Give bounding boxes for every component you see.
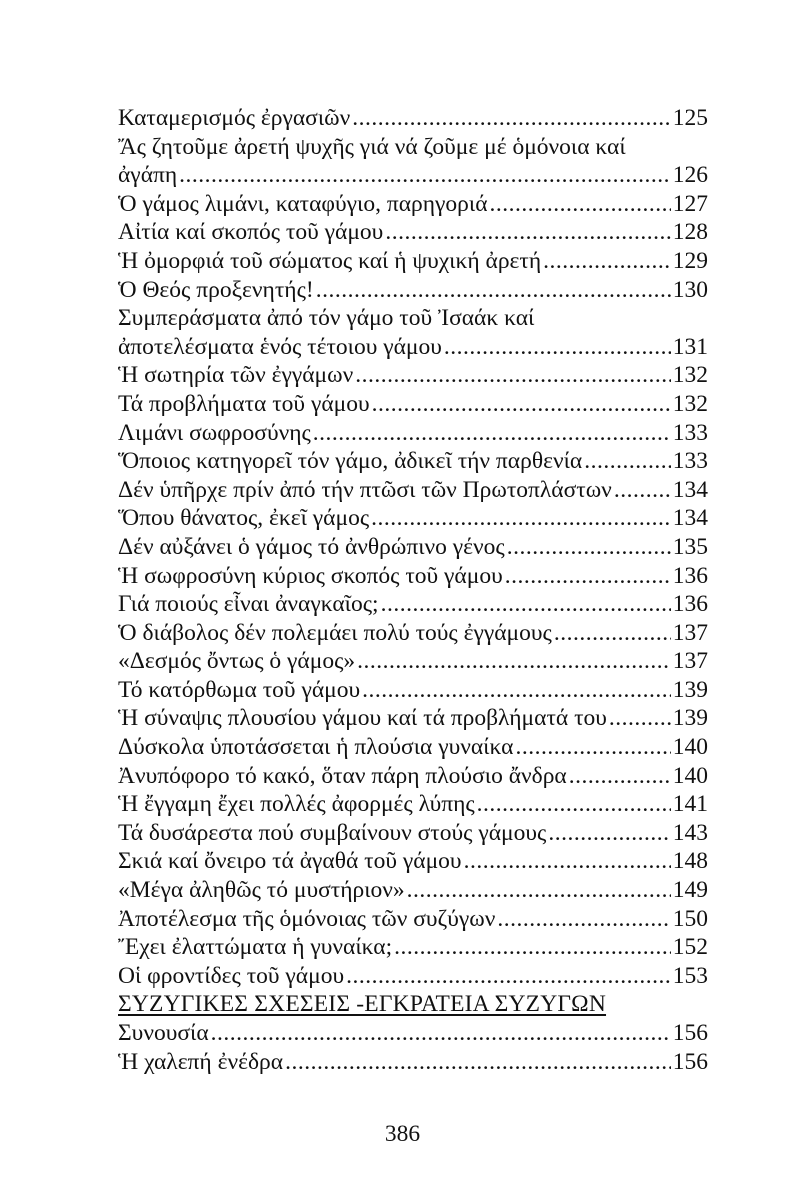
toc-entry-title: Καταμερισμός ἐργασιῶν [118, 105, 351, 131]
toc-entry-title: Ἀποτέλεσμα τῆς ὁμόνοιας τῶν συζύγων [118, 905, 496, 932]
toc-entry-title: Ἄς ζητοῦμε ἀρετή ψυχῆς γιά νά ζοῦμε μέ ὁμόνοια καί [118, 133, 626, 160]
dot-leader [394, 933, 671, 962]
toc-entry-title: Συνουσία [118, 1020, 209, 1046]
toc-page-number: 127 [672, 190, 708, 217]
toc-entry [118, 562, 708, 591]
toc-entry-title: Ἡ σωφροσύνη κύριος σκοπός τοῦ γάμου [118, 562, 503, 589]
toc-entry [118, 647, 708, 676]
toc-entry-title: «Δεσμός ὄντως ὁ γάμος» [118, 648, 356, 675]
toc-entry-title: Ὁ Θεός προξενητής! [118, 276, 314, 303]
toc-page-number: 134 [672, 505, 708, 532]
dot-leader [381, 590, 671, 619]
dot-leader [507, 533, 671, 562]
toc-entry [118, 333, 708, 362]
toc-page-number: 137 [672, 619, 708, 646]
toc-page-number: 136 [672, 591, 708, 618]
toc-entry [118, 619, 708, 648]
section-heading [118, 990, 708, 1019]
toc-page-number: 156 [672, 1048, 708, 1075]
toc-entry [118, 247, 708, 276]
dot-leader [548, 819, 670, 848]
toc-entry [118, 819, 708, 848]
toc-entry [118, 962, 708, 991]
toc-entry-title: Δύσκολα ὑποτάσσεται ἡ πλούσια γυναίκα [118, 734, 514, 761]
toc-page-number: 140 [672, 734, 708, 761]
toc-entry [118, 447, 708, 476]
toc-entry [118, 361, 708, 390]
toc-entry-title: Τά προβλήματα τοῦ γάμου [118, 390, 370, 417]
toc-entry [118, 762, 708, 791]
toc-entry [118, 419, 708, 448]
dot-leader [355, 361, 671, 390]
toc-entry-title: ἀγάπη [118, 162, 178, 189]
toc-page-number: 137 [672, 648, 708, 675]
toc-entry [118, 590, 708, 619]
toc-entry [118, 676, 708, 705]
dot-leader [490, 190, 671, 219]
toc-entry-title: Τό κατόρθωμα τοῦ γάμου [118, 676, 361, 703]
toc-page-number: 141 [672, 791, 708, 818]
toc-entry [118, 876, 708, 905]
toc-page-number: 143 [672, 819, 708, 846]
dot-leader [584, 447, 671, 476]
toc-entry-title: Ἡ σωτηρία τῶν ἐγγάμων [118, 362, 354, 389]
toc-page-number: 152 [672, 934, 708, 961]
toc-entry-title: Γιά ποιούς εἶναι ἀναγκαῖος; [118, 591, 379, 618]
dot-leader [543, 247, 671, 276]
dot-leader [179, 161, 671, 190]
toc-page-number: 136 [672, 562, 708, 589]
dot-leader [444, 333, 671, 362]
toc-entry [118, 933, 708, 962]
dot-leader [357, 647, 671, 676]
toc-page-number: 153 [672, 962, 708, 989]
toc-entry [118, 476, 708, 505]
toc-page-number: 126 [672, 162, 708, 189]
toc-entry-title: Ἡ ὀμορφιά τοῦ σώματος καί ἡ ψυχική ἀρετή [118, 247, 542, 274]
toc-page-number: 132 [672, 362, 708, 389]
dot-leader [505, 562, 671, 591]
toc-entry-title: Συμπεράσματα ἀπό τόν γάμο τοῦ Ἰσαάκ καί [118, 305, 535, 332]
toc-entry-title: ἀποτελέσματα ἑνός τέτοιου γάμου [118, 333, 442, 360]
toc-page-number: 140 [672, 762, 708, 789]
toc-entry-title: Ἡ ἔγγαμη ἔχει πολλές ἀφορμές λύπης [118, 791, 475, 818]
toc-entry [118, 533, 708, 562]
toc-entry-title: Ἡ χαλεπή ἐνέδρα [118, 1048, 284, 1075]
toc-entry-title: Σκιά καί ὄνειρο τά ἀγαθά τοῦ γάμου [118, 848, 462, 875]
toc-entry [118, 847, 708, 876]
toc-entry [118, 390, 708, 419]
toc-entry-title: Τά δυσάρεστα πού συμβαίνουν στούς γάμους [118, 819, 547, 846]
toc-page-number: 156 [672, 1020, 708, 1046]
toc-entry [118, 504, 708, 533]
toc-entry [118, 218, 708, 247]
dot-leader [464, 847, 671, 876]
toc-page-number: 130 [672, 276, 708, 303]
toc-entry-title: Δέν ὑπῆρχε πρίν ἀπό τήν πτῶσι τῶν Πρωτοπλάστων [118, 476, 612, 503]
toc-entry-title: Ὁ διάβολος δέν πολεμάει πολύ τούς ἐγγάμους [118, 619, 552, 646]
toc-entry [118, 190, 708, 219]
toc-page-number: 134 [672, 476, 708, 503]
toc-entry [118, 790, 708, 819]
toc-page-number: 133 [672, 448, 708, 475]
toc-entry-title: Ἀνυπόφορο τό κακό, ὅταν πάρη πλούσιο ἄνδρα [118, 762, 567, 789]
dot-leader [362, 676, 671, 705]
page-number: 386 [384, 1121, 421, 1147]
dot-leader [316, 276, 671, 305]
toc-page-number: 129 [672, 247, 708, 274]
dot-leader [313, 419, 671, 448]
toc-entry-title: Ὅποιος κατηγορεῖ τόν γάμο, ἀδικεῖ τήν παρθενία [118, 448, 583, 475]
toc-page-number: 125 [672, 105, 708, 131]
dot-leader [346, 962, 671, 991]
dot-leader [609, 704, 671, 733]
toc-page-number: 148 [672, 848, 708, 875]
dot-leader [515, 733, 670, 762]
toc-entry-title: Ἔχει ἐλαττώματα ἡ γυναίκα; [118, 934, 393, 961]
toc-entry [118, 1048, 708, 1077]
toc-entry-title: Λιμάνι σωφροσύνης [118, 419, 311, 446]
toc-entry [118, 161, 708, 190]
toc-entry [118, 304, 708, 333]
toc-entry-title: Ὁ γάμος λιμάνι, καταφύγιο, παρηγοριά [118, 190, 488, 217]
dot-leader [372, 390, 671, 419]
dot-leader [352, 104, 670, 133]
dot-leader [477, 790, 671, 819]
toc-page-number: 139 [672, 705, 708, 732]
toc-entry [118, 733, 708, 762]
toc-entry [118, 704, 708, 733]
dot-leader [614, 476, 671, 505]
dot-leader [554, 619, 671, 648]
toc-entry [118, 104, 708, 133]
toc-entry [118, 276, 708, 305]
section-heading-title: ΣΥΖΥΓΙΚΕΣ ΣΧΕΣΕΙΣ -ΕΓΚΡΑΤΕΙΑ ΣΥΖΥΓΩΝ [118, 991, 607, 1018]
toc-page-number: 139 [672, 676, 708, 703]
toc-entry-title: Ἡ σύναψις πλουσίου γάμου καί τά προβλήματά του [118, 705, 607, 732]
dot-leader [407, 876, 671, 905]
toc-page-number: 149 [672, 877, 708, 904]
dot-leader [285, 1048, 671, 1077]
toc-entry-title: «Μέγα ἀληθῶς τό μυστήριον» [118, 877, 405, 904]
toc-entry-title: Οἱ φροντίδες τοῦ γάμου [118, 962, 345, 989]
toc-page-number: 135 [672, 533, 708, 560]
dot-leader [211, 1019, 671, 1048]
toc-entry-title: Αἰτία καί σκοπός τοῦ γάμου [118, 219, 384, 246]
dot-leader [385, 218, 670, 247]
toc-entry-title: Ὅπου θάνατος, ἐκεῖ γάμος [118, 505, 370, 532]
dot-leader [569, 762, 671, 791]
toc-entry [118, 905, 708, 934]
toc-page-number: 128 [672, 219, 708, 246]
toc-page-number: 131 [672, 333, 708, 360]
dot-leader [371, 504, 671, 533]
table-of-contents [118, 104, 708, 1076]
toc-page-number: 132 [672, 390, 708, 417]
toc-entry [118, 133, 708, 162]
dot-leader [497, 905, 670, 934]
toc-page-number: 133 [672, 419, 708, 446]
toc-entry [118, 1019, 708, 1048]
toc-entry-title: Δέν αὐξάνει ὁ γάμος τό ἀνθρώπινο γένος [118, 533, 505, 560]
toc-page-number: 150 [672, 905, 708, 932]
